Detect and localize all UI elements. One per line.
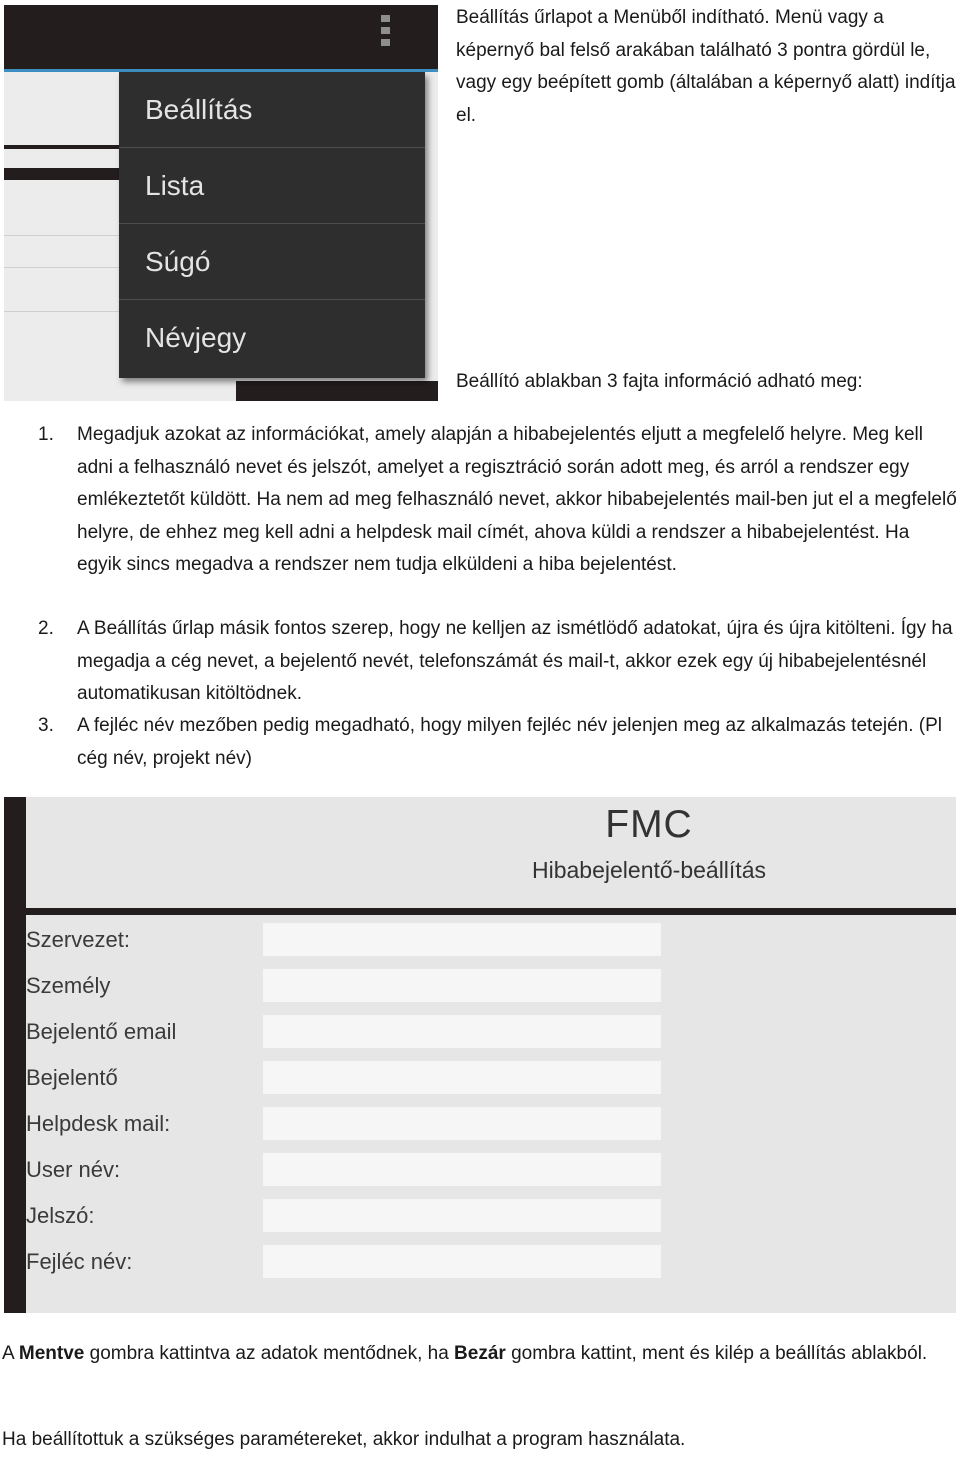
bezar-label: Bezár	[454, 1343, 506, 1364]
divider	[4, 311, 119, 312]
list-number: 3.	[38, 715, 54, 736]
form-row	[26, 965, 956, 1011]
form-row	[26, 1057, 956, 1103]
divider	[4, 235, 119, 236]
divider	[4, 145, 119, 149]
menu-screenshot	[4, 5, 438, 401]
final-paragraph: Ha beállítottuk a szükséges paramétereket, akkor indulhat a program használata.	[2, 1429, 686, 1450]
app-logo: FMC	[605, 803, 693, 846]
field-label: Helpdesk mail:	[26, 1111, 171, 1136]
mentve-label: Mentve	[18, 1343, 85, 1364]
field-label: Bejelentő email	[26, 1019, 177, 1044]
form-title: Hibabejelentő-beállítás	[532, 857, 766, 883]
header-name-input[interactable]	[263, 1245, 661, 1278]
text-run: gombra kattint, ment és kilép a beállítás ablakból.	[505, 1343, 928, 1364]
menu-item-sugo[interactable]: Súgó	[119, 224, 425, 300]
overflow-menu	[119, 72, 425, 378]
list-item-text: A Beállítás űrlap másik fontos szerep, hogy ne kelljen az ismétlödő adatokat, újra és újra kitölteni. Így ha megadja a cég nevet, a bejelentő nevét, telefonszámát és mail-t, akkor ezek egy új hibabejelentésnél automatikusan kitöltödnek.	[77, 618, 953, 704]
form-row	[26, 919, 956, 965]
form-row	[26, 1195, 956, 1241]
form-row	[26, 1241, 956, 1287]
field-label: Fejléc név:	[26, 1249, 133, 1274]
password-input[interactable]	[263, 1199, 661, 1232]
reporter-email-input[interactable]	[263, 1015, 661, 1048]
window-intro-paragraph: Beállító ablakban 3 fajta információ adható meg:	[456, 371, 863, 392]
reporter-input[interactable]	[263, 1061, 661, 1094]
list-number: 2.	[38, 618, 54, 639]
text-run: gombra kattintva az adatok mentődnek, ha	[84, 1343, 455, 1364]
three-dots-vertical-icon[interactable]	[381, 15, 391, 51]
menu-item-lista[interactable]: Lista	[119, 148, 425, 224]
field-label: Bejelentő	[26, 1065, 118, 1090]
settings-form-screenshot	[4, 797, 956, 1313]
save-paragraph	[2, 1338, 958, 1371]
list-item-text: Megadjuk azokat az információkat, amely alapján a hibabejelentés eljutt a megfelelő helyre. Meg kell adni a felhasználó nevet és jelszót, amelyet a regisztráció során adott meg, és arról a rendszer egy emlékeztetőt küldött. Ha nem ad meg felhasználó nevet, akkor hibabejelentés mail-ben jut el a megfelelő helyre, de ehhez meg kell adni a helpdesk mail címét, ahova küldi a rendszer a hibabejelentést. Ha egyik sincs megadva a rendszer nem tudja elküldeni a hiba bejelentést.	[77, 424, 957, 575]
person-input[interactable]	[263, 969, 661, 1002]
action-bar	[4, 5, 438, 69]
intro-paragraph: Beállítás űrlapot a Menüből indítható. Menü vagy a képernyő bal felső arakában található 3 pontra gördül le, vagy egy beépített gomb (általában a képernyő alatt) indítja el.	[456, 7, 956, 126]
background-bar	[4, 168, 119, 180]
form-row	[26, 1011, 956, 1057]
bottom-bar	[236, 381, 438, 401]
header-divider	[4, 908, 956, 915]
text-run: A	[2, 1343, 19, 1364]
divider	[4, 267, 119, 268]
field-label: Szervezet:	[26, 927, 130, 952]
form-row	[26, 1103, 956, 1149]
field-label: User név:	[26, 1157, 121, 1182]
username-input[interactable]	[263, 1153, 661, 1186]
organization-input[interactable]	[263, 923, 661, 956]
list-number: 1.	[38, 424, 54, 445]
list-item-text: A fejléc név mezőben pedig megadható, hogy milyen fejléc név jelenjen meg az alkalmazás tetején. (Pl cég név, projekt név)	[77, 715, 943, 769]
menu-item-beallitas[interactable]: Beállítás	[119, 72, 425, 148]
form-row	[26, 1149, 956, 1195]
field-label: Személy	[26, 973, 111, 998]
field-label: Jelszó:	[26, 1203, 95, 1228]
helpdesk-mail-input[interactable]	[263, 1107, 661, 1140]
menu-item-nevjegy[interactable]: Névjegy	[145, 322, 247, 353]
